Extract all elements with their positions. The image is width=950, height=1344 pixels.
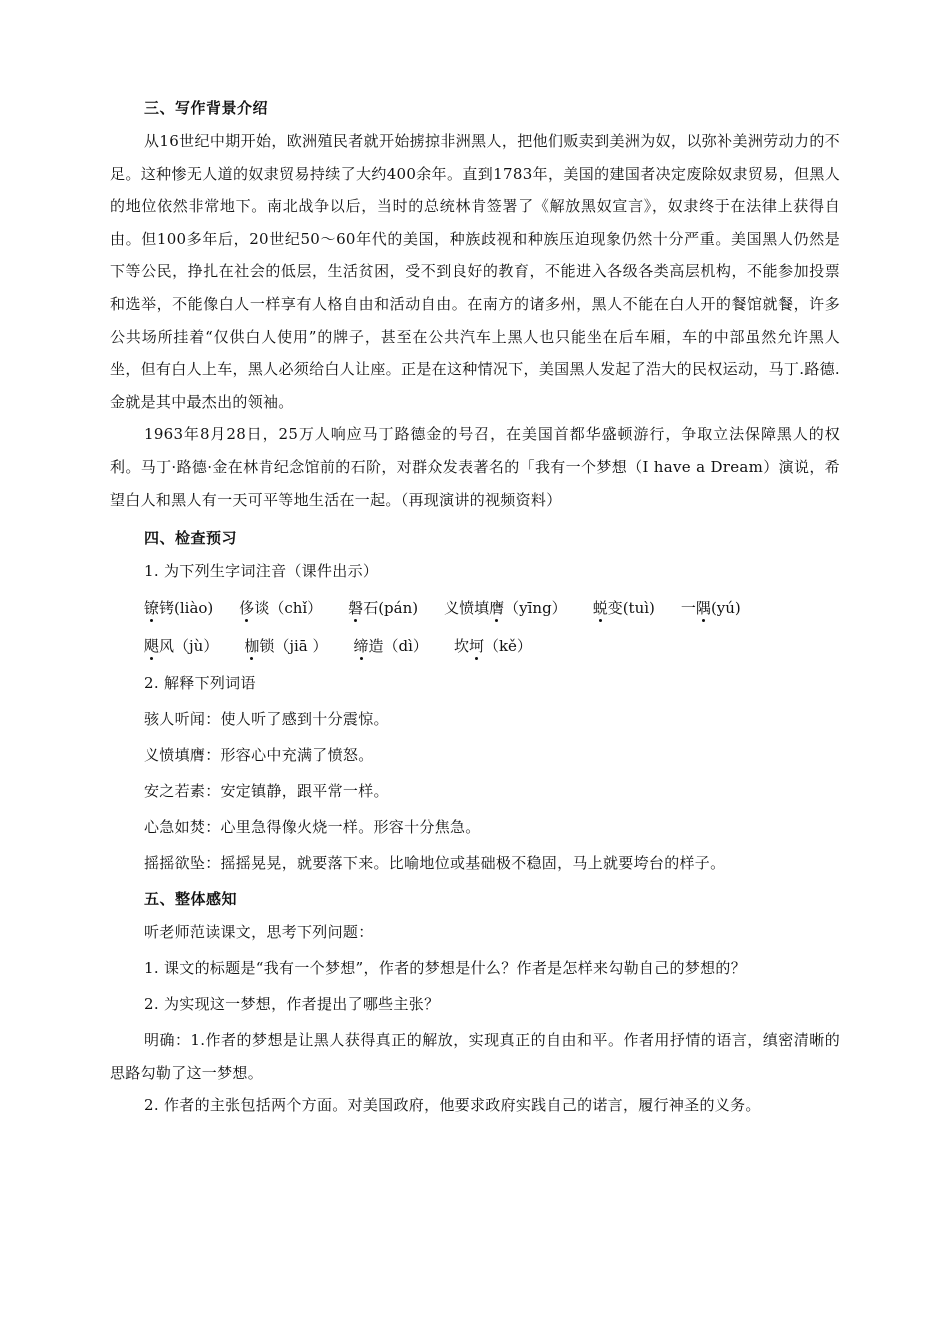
vocab-text-post: 铐(liào) <box>159 599 214 618</box>
vocab-emphasis-char: 膺 <box>489 599 505 618</box>
vocab-text-post: （yīng） <box>504 599 567 618</box>
background-paragraph-1: 从16世纪中期开始，欧洲殖民者就开始掳掠非洲黑人，把他们贩卖到美洲为奴，以弥补美洲劳动力的不足。这种惨无人道的奴隶贸易持续了大约400余年。直到1783年，美国的建国者决定废除奴隶贸易，但黑人的地位依然非常地下。南北战争以后，当时的总统林肯签署了《解放黑奴宣言》，奴隶终于在法律上获得自由。但100多年后，20世纪50～60年代的美国，种族歧视和种族压迫现象仍然十分严重。美国黑人仍然是下等公民，挣扎在社会的低层，生活贫困，受不到良好的教育，不能进入各级各类高层机构，不能参加投票和选举，不能像白人一样享有人格自由和活动自由。在南方的诸多州，黑人不能在白人开的餐馆就餐，许多公共场所挂着“仅供白人使用”的牌子，甚至在公共汽车上黑人也只能坐在后车厢，车的中部虽然允许黑人坐，但有白人上车，黑人必须给白人让座。正是在这种情况下，美国黑人发起了浩大的民权运动，马丁.路德.金就是其中最杰出的领袖。 <box>110 132 840 411</box>
definition-item: 摇摇欲坠：摇摇晃晃，就要落下来。比喻地位或基础极不稳固，马上就要垮台的样子。 <box>144 854 726 873</box>
listening-intro: 听老师范读课文，思考下列问题： <box>144 923 374 942</box>
vocab-item <box>144 597 213 619</box>
vocab-item <box>454 635 532 657</box>
vocab-emphasis-char: 枷 <box>244 637 260 656</box>
document-page <box>110 98 840 1131</box>
vocab-item <box>444 597 567 619</box>
vocab-emphasis-char: 蜕 <box>592 599 608 618</box>
definition-item: 骇人听闻：使人听了感到十分震惊。 <box>144 710 389 729</box>
vocab-text-post: 变(tuì) <box>607 599 655 618</box>
perception-question-1: 1. 课文的标题是“我有一个梦想”，作者的梦想是什么？作者是怎样来勾勒自己的梦想的？ <box>144 959 747 978</box>
section-heading-background: 三、写作背景介绍 <box>144 99 269 117</box>
vocab-text-pre: 一 <box>680 599 696 618</box>
section-heading-overall-perception: 五、整体感知 <box>144 890 238 909</box>
vocab-emphasis-char: 缔 <box>353 637 369 656</box>
vocab-item <box>239 597 322 619</box>
vocab-item <box>144 635 218 657</box>
vocab-emphasis-char: 飓 <box>144 637 160 656</box>
question-pronunciation: 1. 为下列生字词注音（课件出示） <box>144 562 379 581</box>
vocab-row-2 <box>144 635 840 657</box>
answer-paragraph-1: 明确：1.作者的梦想是让黑人获得真正的解放，实现真正的自由和平。作者用抒情的语言，缜密清晰的思路勾勒了这一梦想。 <box>110 1031 840 1082</box>
vocab-text-pre: 义愤填 <box>444 599 490 618</box>
background-paragraph-2: 1963年8月28日，25万人响应马丁路德金的号召，在美国首都华盛顿游行，争取立法保障黑人的权利。马丁·路德·金在林肯纪念馆前的石阶，对群众发表著名的「我有一个梦想（I have a Dream）演说，希望白人和黑人有一天可平等地生活在一起。（再现演讲的视频资料） <box>110 425 840 509</box>
question-definitions: 2. 解释下列词语 <box>144 674 256 693</box>
vocab-text-post: 锁（jiā ） <box>259 637 328 656</box>
vocab-text-pre: 坎 <box>453 637 469 656</box>
vocab-item <box>593 597 655 619</box>
vocab-emphasis-char: 坷 <box>468 637 484 656</box>
vocab-item <box>348 597 418 619</box>
definition-item: 心急如焚：心里急得像火烧一样。形容十分焦急。 <box>144 818 481 837</box>
vocab-item <box>681 597 741 619</box>
definition-item: 义愤填膺：形容心中充满了愤怒。 <box>144 746 374 765</box>
section-heading-preview-check: 四、检查预习 <box>144 529 238 548</box>
vocab-emphasis-char: 镣 <box>144 599 160 618</box>
vocab-text-post: 风（jù） <box>159 637 219 656</box>
vocab-item <box>244 635 327 657</box>
answer-paragraph-2: 2. 作者的主张包括两个方面。对美国政府，他要求政府实践自己的诺言，履行神圣的义务。 <box>144 1096 761 1115</box>
definition-item: 安之若素：安定镇静，跟平常一样。 <box>144 782 389 801</box>
vocab-text-post: 谈（chǐ） <box>254 599 323 618</box>
vocab-text-post: (yú) <box>710 599 741 618</box>
vocab-row-1 <box>144 597 840 619</box>
vocab-text-post: 石(pán) <box>363 599 419 618</box>
vocab-emphasis-char: 隅 <box>695 599 711 618</box>
vocab-text-post: （kě） <box>483 637 532 656</box>
vocab-emphasis-char: 磐 <box>348 599 364 618</box>
perception-question-2: 2. 为实现这一梦想，作者提出了哪些主张？ <box>144 995 440 1014</box>
vocab-emphasis-char: 侈 <box>239 599 255 618</box>
vocab-item <box>354 635 428 657</box>
vocab-text-post: 造（dì） <box>368 637 428 656</box>
